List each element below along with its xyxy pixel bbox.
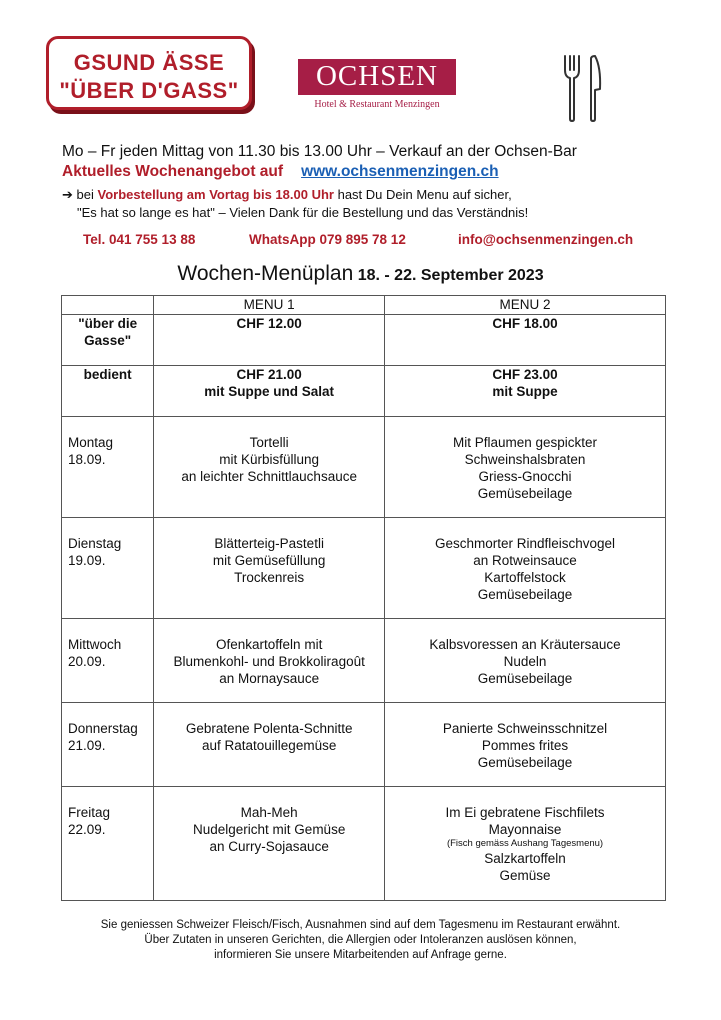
dish-menu-2: Panierte Schweinsschnitzel Pommes frites Gemüsebeilage — [385, 703, 666, 787]
email-link[interactable]: info@ochsenmenzingen.ch — [458, 232, 634, 247]
weekly-offer-label: Aktuelles Wochenangebot auf — [62, 163, 284, 180]
title-main: Wochen-Menüplan — [177, 262, 354, 285]
street-price-row — [62, 315, 666, 366]
logo-subtitle: Hotel & Restaurant Menzingen — [314, 99, 440, 110]
logo-name: OCHSEN — [315, 60, 438, 92]
badge-line-1: GSUND ÄSSE — [73, 50, 225, 75]
slogan-badge — [46, 36, 252, 110]
footer-note — [0, 918, 721, 963]
dish-menu-1: Ofenkartoffeln mit Blumenkohl- und Brokkoliragoût an Mornaysauce — [154, 619, 385, 703]
page-title — [0, 262, 721, 286]
header-menu-1: MENU 1 — [154, 296, 385, 315]
website-link[interactable]: www.ochsenmenzingen.ch — [301, 163, 499, 180]
dish-menu-2: Geschmorter Rindfleischvogel an Rotweinsauce Kartoffelstock Gemüsebeilage — [385, 518, 666, 619]
served-price-menu-2: CHF 23.00 mit Suppe — [385, 366, 666, 417]
whatsapp-number[interactable]: WhatsApp 079 895 78 12 — [249, 232, 406, 247]
dish-menu-2: Kalbsvoressen an Kräutersauce Nudeln Gemüsebeilage — [385, 619, 666, 703]
preorder-line — [62, 187, 512, 203]
footer-line-2: Über Zutaten in unseren Gerichten, die Allergien oder Intoleranzen auslösen können, — [144, 934, 577, 946]
table-header-row — [62, 296, 666, 315]
phone-number[interactable]: Tel. 041 755 13 88 — [83, 232, 196, 247]
dish-menu-1: Tortelli mit Kürbisfüllung an leichter Schnittlauchsauce — [154, 417, 385, 518]
badge-line-2: "ÜBER D'GASS" — [59, 78, 239, 103]
dish-menu-1: Blätterteig-Pastetli mit Gemüsefüllung Trockenreis — [154, 518, 385, 619]
footer-line-1: Sie geniessen Schweizer Fleisch/Fisch, Ausnahmen sind auf dem Tagesmenu im Restaurant erwähnt. — [100, 919, 621, 931]
dish-menu-1: Gebratene Polenta-Schnitte auf Ratatouillegemüse — [154, 703, 385, 787]
served-price-menu-1: CHF 21.00 mit Suppe und Salat — [154, 366, 385, 417]
preorder-prefix: ➔ bei — [62, 187, 94, 202]
day-row — [62, 703, 666, 787]
dish-menu-2: Im Ei gebratene Fischfilets Mayonnaise (Fisch gemäss Aushang Tagesmenu) Salzkartoffeln Gemüse — [385, 787, 666, 901]
day-row — [62, 518, 666, 619]
footer-line-3: informieren Sie unsere Mitarbeitenden auf Anfrage gerne. — [214, 949, 507, 961]
day-label: Donnerstag 21.09. — [62, 703, 154, 787]
thanks-line: "Es hat so lange es hat" – Vielen Dank für die Bestellung und das Verständnis! — [77, 205, 529, 220]
street-price-menu-2: CHF 18.00 — [385, 315, 666, 366]
day-label: Dienstag 19.09. — [62, 518, 154, 619]
street-label: "über die Gasse" — [62, 315, 154, 366]
served-price-row — [62, 366, 666, 417]
day-row — [62, 619, 666, 703]
fork-knife-icon — [560, 53, 604, 123]
dish-menu-2: Mit Pflaumen gespickter Schweinshalsbraten Griess-Gnocchi Gemüsebeilage — [385, 417, 666, 518]
dish-menu-1: Mah-Meh Nudelgericht mit Gemüse an Curry-Sojasauce — [154, 787, 385, 901]
opening-hours: Mo – Fr jeden Mittag von 11.30 bis 13.00 Uhr – Verkauf an der Ochsen-Bar — [62, 143, 577, 160]
menu-table — [61, 295, 666, 901]
header-menu-2: MENU 2 — [385, 296, 666, 315]
preorder-suffix: hast Du Dein Menu auf sicher, — [337, 187, 512, 202]
day-label: Montag 18.09. — [62, 417, 154, 518]
ochsen-logo — [298, 59, 456, 95]
day-label: Freitag 22.09. — [62, 787, 154, 901]
preorder-highlight: Vorbestellung am Vortag bis 18.00 Uhr — [97, 187, 334, 202]
served-label: bedient — [62, 366, 154, 417]
day-row — [62, 787, 666, 901]
day-label: Mittwoch 20.09. — [62, 619, 154, 703]
street-price-menu-1: CHF 12.00 — [154, 315, 385, 366]
day-row — [62, 417, 666, 518]
header-empty — [62, 296, 154, 315]
title-dates: 18. - 22. September 2023 — [357, 267, 544, 284]
weekly-offer-line — [62, 163, 499, 181]
